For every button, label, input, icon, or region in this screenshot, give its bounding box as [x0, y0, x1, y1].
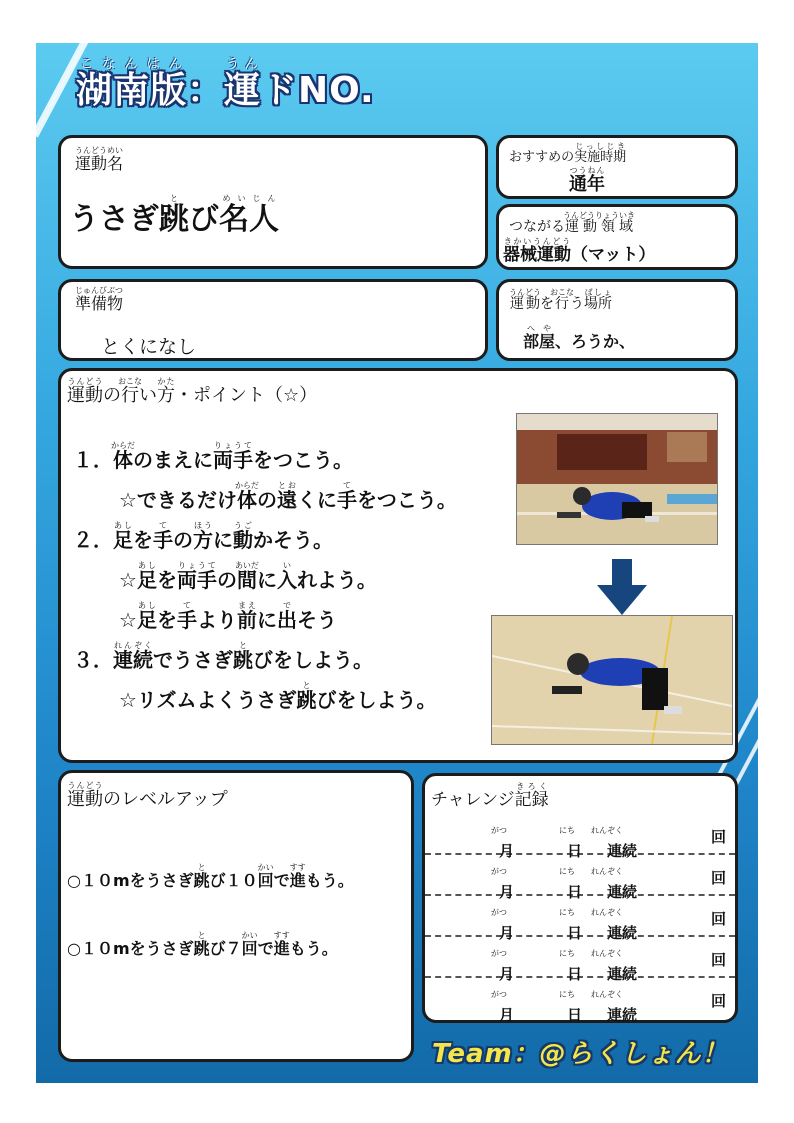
record-row [425, 853, 735, 901]
equipment-value: とくになし [101, 336, 197, 358]
equipment-label: 準備物じゅんびぶつ [75, 286, 124, 313]
domain-label: つながる運動領域うんどうりょういき [509, 211, 635, 235]
day-field: 日 にち [559, 990, 583, 1024]
exercise-name-box [58, 135, 488, 269]
place-label: 運動うんどうを行おこなう場所ばしょ [509, 288, 612, 312]
record-row [425, 812, 735, 860]
arrow-down-icon [597, 559, 647, 615]
howto-label: 運動うんどうの行おこない方かた・ポイント（☆） [67, 377, 318, 406]
step-1: １．体からだのまえに両手りょうてをつこう。 [73, 441, 353, 472]
levelup-label: 運動うんどうのレベルアップ [67, 781, 228, 810]
record-row [425, 894, 735, 942]
step-2-tip-b: ☆足あしを手てより前まえに出でそう [119, 601, 337, 632]
step-1-tip: ☆できるだけ体からだの遠とおくに手てをつこう。 [119, 481, 457, 512]
times-label: 回 [711, 828, 727, 846]
day-field: 日 にち [559, 949, 583, 983]
step-3-tip: ☆リズムよくうさぎ跳とびをしよう。 [119, 681, 437, 712]
month-field: 月 がつ [491, 826, 515, 860]
day-field: 日 にち [559, 908, 583, 942]
challenge-table [425, 812, 735, 1024]
team-logo: Team：@らくしょん！ [432, 1039, 729, 1069]
continuous-label: 連続 れんぞく [591, 826, 638, 860]
times-label: 回 [711, 992, 727, 1010]
place-value: 部屋へや、ろうか、 [523, 324, 636, 351]
levelup-box [58, 770, 414, 1062]
photo-step-2 [491, 615, 733, 745]
record-row [425, 935, 735, 983]
times-label: 回 [711, 951, 727, 969]
challenge-box [422, 773, 738, 1023]
challenge-label: チャレンジ記録きろく [431, 782, 549, 810]
step-3: ３．連続れんぞくでうさぎ跳とびをしよう。 [73, 641, 373, 672]
continuous-label: 連続 れんぞく [591, 990, 638, 1024]
step-2: ２．足あしを手ての方ほうに動うごかそう。 [73, 521, 333, 552]
season-value: 通年つうねん [569, 166, 605, 195]
season-label: おすすめの実施時期じっしじき [509, 142, 627, 165]
howto-box [58, 368, 738, 763]
season-box [496, 135, 738, 199]
month-field: 月 がつ [491, 867, 515, 901]
month-field: 月 がつ [491, 949, 515, 983]
month-field: 月 がつ [491, 990, 515, 1024]
continuous-label: 連続 れんぞく [591, 867, 638, 901]
levelup-line-2: ○１０mをうさぎ跳とび７回かいで進すすもう。 [67, 931, 338, 958]
photo-step-1 [516, 413, 718, 545]
day-field: 日 にち [559, 826, 583, 860]
page-title: 湖南版こなんはん：運うんドNO. [76, 57, 375, 111]
exercise-name-value: うさぎ跳とび名人めいじん [69, 194, 279, 237]
step-2-tip-a: ☆足あしを両手りょうての間あいだに入いれよう。 [119, 561, 377, 592]
day-field: 日 にち [559, 867, 583, 901]
times-label: 回 [711, 910, 727, 928]
place-box [496, 279, 738, 361]
equipment-box [58, 279, 488, 361]
record-row [425, 976, 735, 1024]
times-label: 回 [711, 869, 727, 887]
domain-box [496, 204, 738, 270]
exercise-name-label: 運動名うんどうめい [75, 146, 124, 173]
worksheet-background [36, 43, 758, 1083]
continuous-label: 連続 れんぞく [591, 949, 638, 983]
month-field: 月 がつ [491, 908, 515, 942]
domain-value: 器械運動きかいうんどう（マット） [503, 237, 656, 265]
continuous-label: 連続 れんぞく [591, 908, 638, 942]
levelup-line-1: ○１０mをうさぎ跳とび１０回かいで進すすもう。 [67, 863, 354, 890]
